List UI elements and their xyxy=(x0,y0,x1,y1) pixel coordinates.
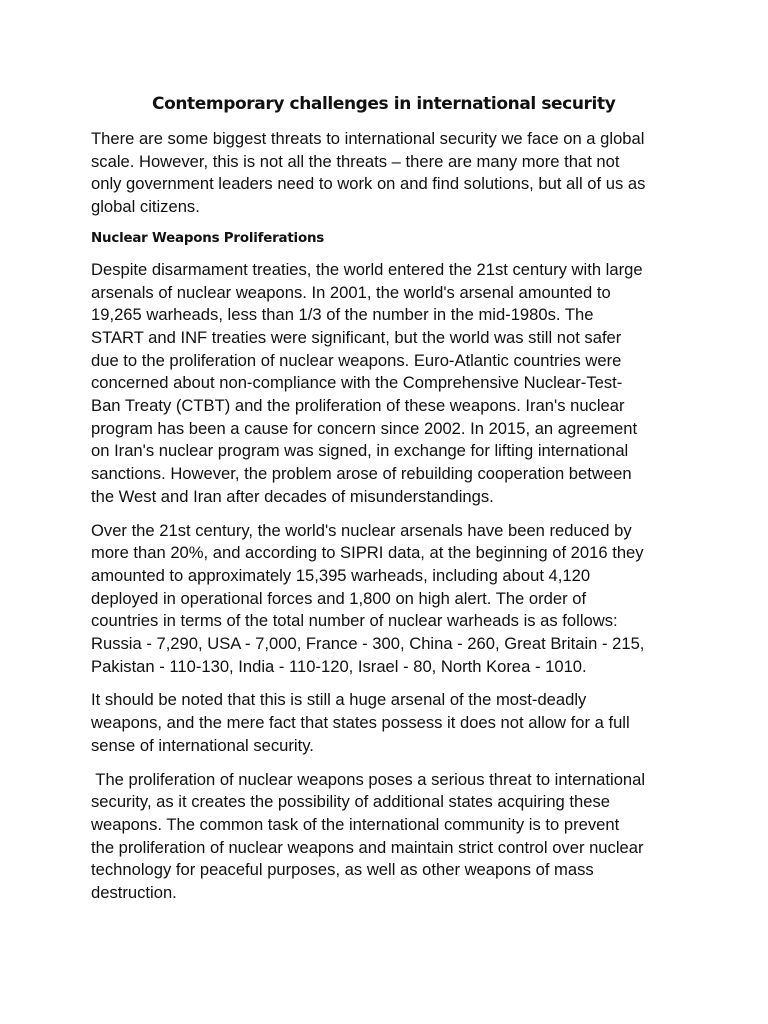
text-line: global citizens. xyxy=(91,197,200,217)
text-line: due to the proliferation of nuclear weapons. Euro-Atlantic countries were xyxy=(91,350,622,370)
paragraph-3 xyxy=(91,689,691,757)
text-line: technology for peaceful purposes, as well as other weapons of mass xyxy=(91,860,594,880)
text-line: only government leaders need to work on and find solutions, but all of us as xyxy=(91,174,646,194)
section-heading: Nuclear Weapons Proliferations xyxy=(91,230,325,246)
text-line: program has been a cause for concern since 2002. In 2015, an agreement xyxy=(91,418,638,438)
text-line: arsenals of nuclear weapons. In 2001, the world's arsenal amounted to xyxy=(91,282,611,302)
text-line: sanctions. However, the problem arose of rebuilding cooperation between xyxy=(91,464,632,484)
text-line: scale. However, this is not all the threats – there are many more that not xyxy=(91,151,620,171)
document-title: Contemporary challenges in international security xyxy=(152,94,616,114)
text-line: Russia - 7,290, USA - 7,000, France - 300, China - 260, Great Britain - 215, xyxy=(91,634,645,654)
text-line: security, as it creates the possibility of additional states acquiring these xyxy=(91,792,610,812)
text-line: destruction. xyxy=(91,883,177,903)
text-line: the West and Iran after decades of misunderstandings. xyxy=(91,486,494,506)
text-line: weapons. The common task of the international community is to prevent xyxy=(91,814,620,834)
text-line: sense of international security. xyxy=(91,735,314,755)
text-line: deployed in operational forces and 1,800 on high alert. The order of xyxy=(91,588,587,608)
paragraph-2 xyxy=(91,520,691,679)
text-line: concerned about non-compliance with the Comprehensive Nuclear-Test- xyxy=(91,373,623,393)
text-line: more than 20%, and according to SIPRI data, at the beginning of 2016 they xyxy=(91,543,644,563)
text-line: Over the 21st century, the world's nuclear arsenals have been reduced by xyxy=(91,520,632,540)
text-line: the proliferation of nuclear weapons and maintain strict control over nuclear xyxy=(91,837,644,857)
paragraph-4 xyxy=(91,769,691,905)
text-line: START and INF treaties were significant, but the world was still not safer xyxy=(91,327,622,347)
text-line: Despite disarmament treaties, the world entered the 21st century with large xyxy=(91,259,643,279)
text-line: There are some biggest threats to international security we face on a global xyxy=(91,129,645,148)
text-line: 19,265 warheads, less than 1/3 of the number in the mid-1980s. The xyxy=(91,305,594,325)
text-line: Pakistan - 110-130, India - 110-120, Israel - 80, North Korea - 1010. xyxy=(91,656,587,676)
text-line: Ban Treaty (CTBT) and the proliferation of these weapons. Iran's nuclear xyxy=(91,396,625,416)
text-line: It should be noted that this is still a huge arsenal of the most-deadly xyxy=(91,690,587,710)
paragraph-1 xyxy=(91,259,691,509)
text-line: The proliferation of nuclear weapons poses a serious threat to international xyxy=(91,769,646,789)
text-line: countries in terms of the total number of nuclear warheads is as follows: xyxy=(91,611,618,631)
text-line: amounted to approximately 15,395 warheads, including about 4,120 xyxy=(91,565,591,585)
text-line: weapons, and the mere fact that states possess it does not allow for a full xyxy=(91,713,630,733)
text-line: on Iran's nuclear program was signed, in exchange for lifting international xyxy=(91,441,629,461)
intro-paragraph xyxy=(91,128,691,219)
document-body xyxy=(91,128,691,916)
